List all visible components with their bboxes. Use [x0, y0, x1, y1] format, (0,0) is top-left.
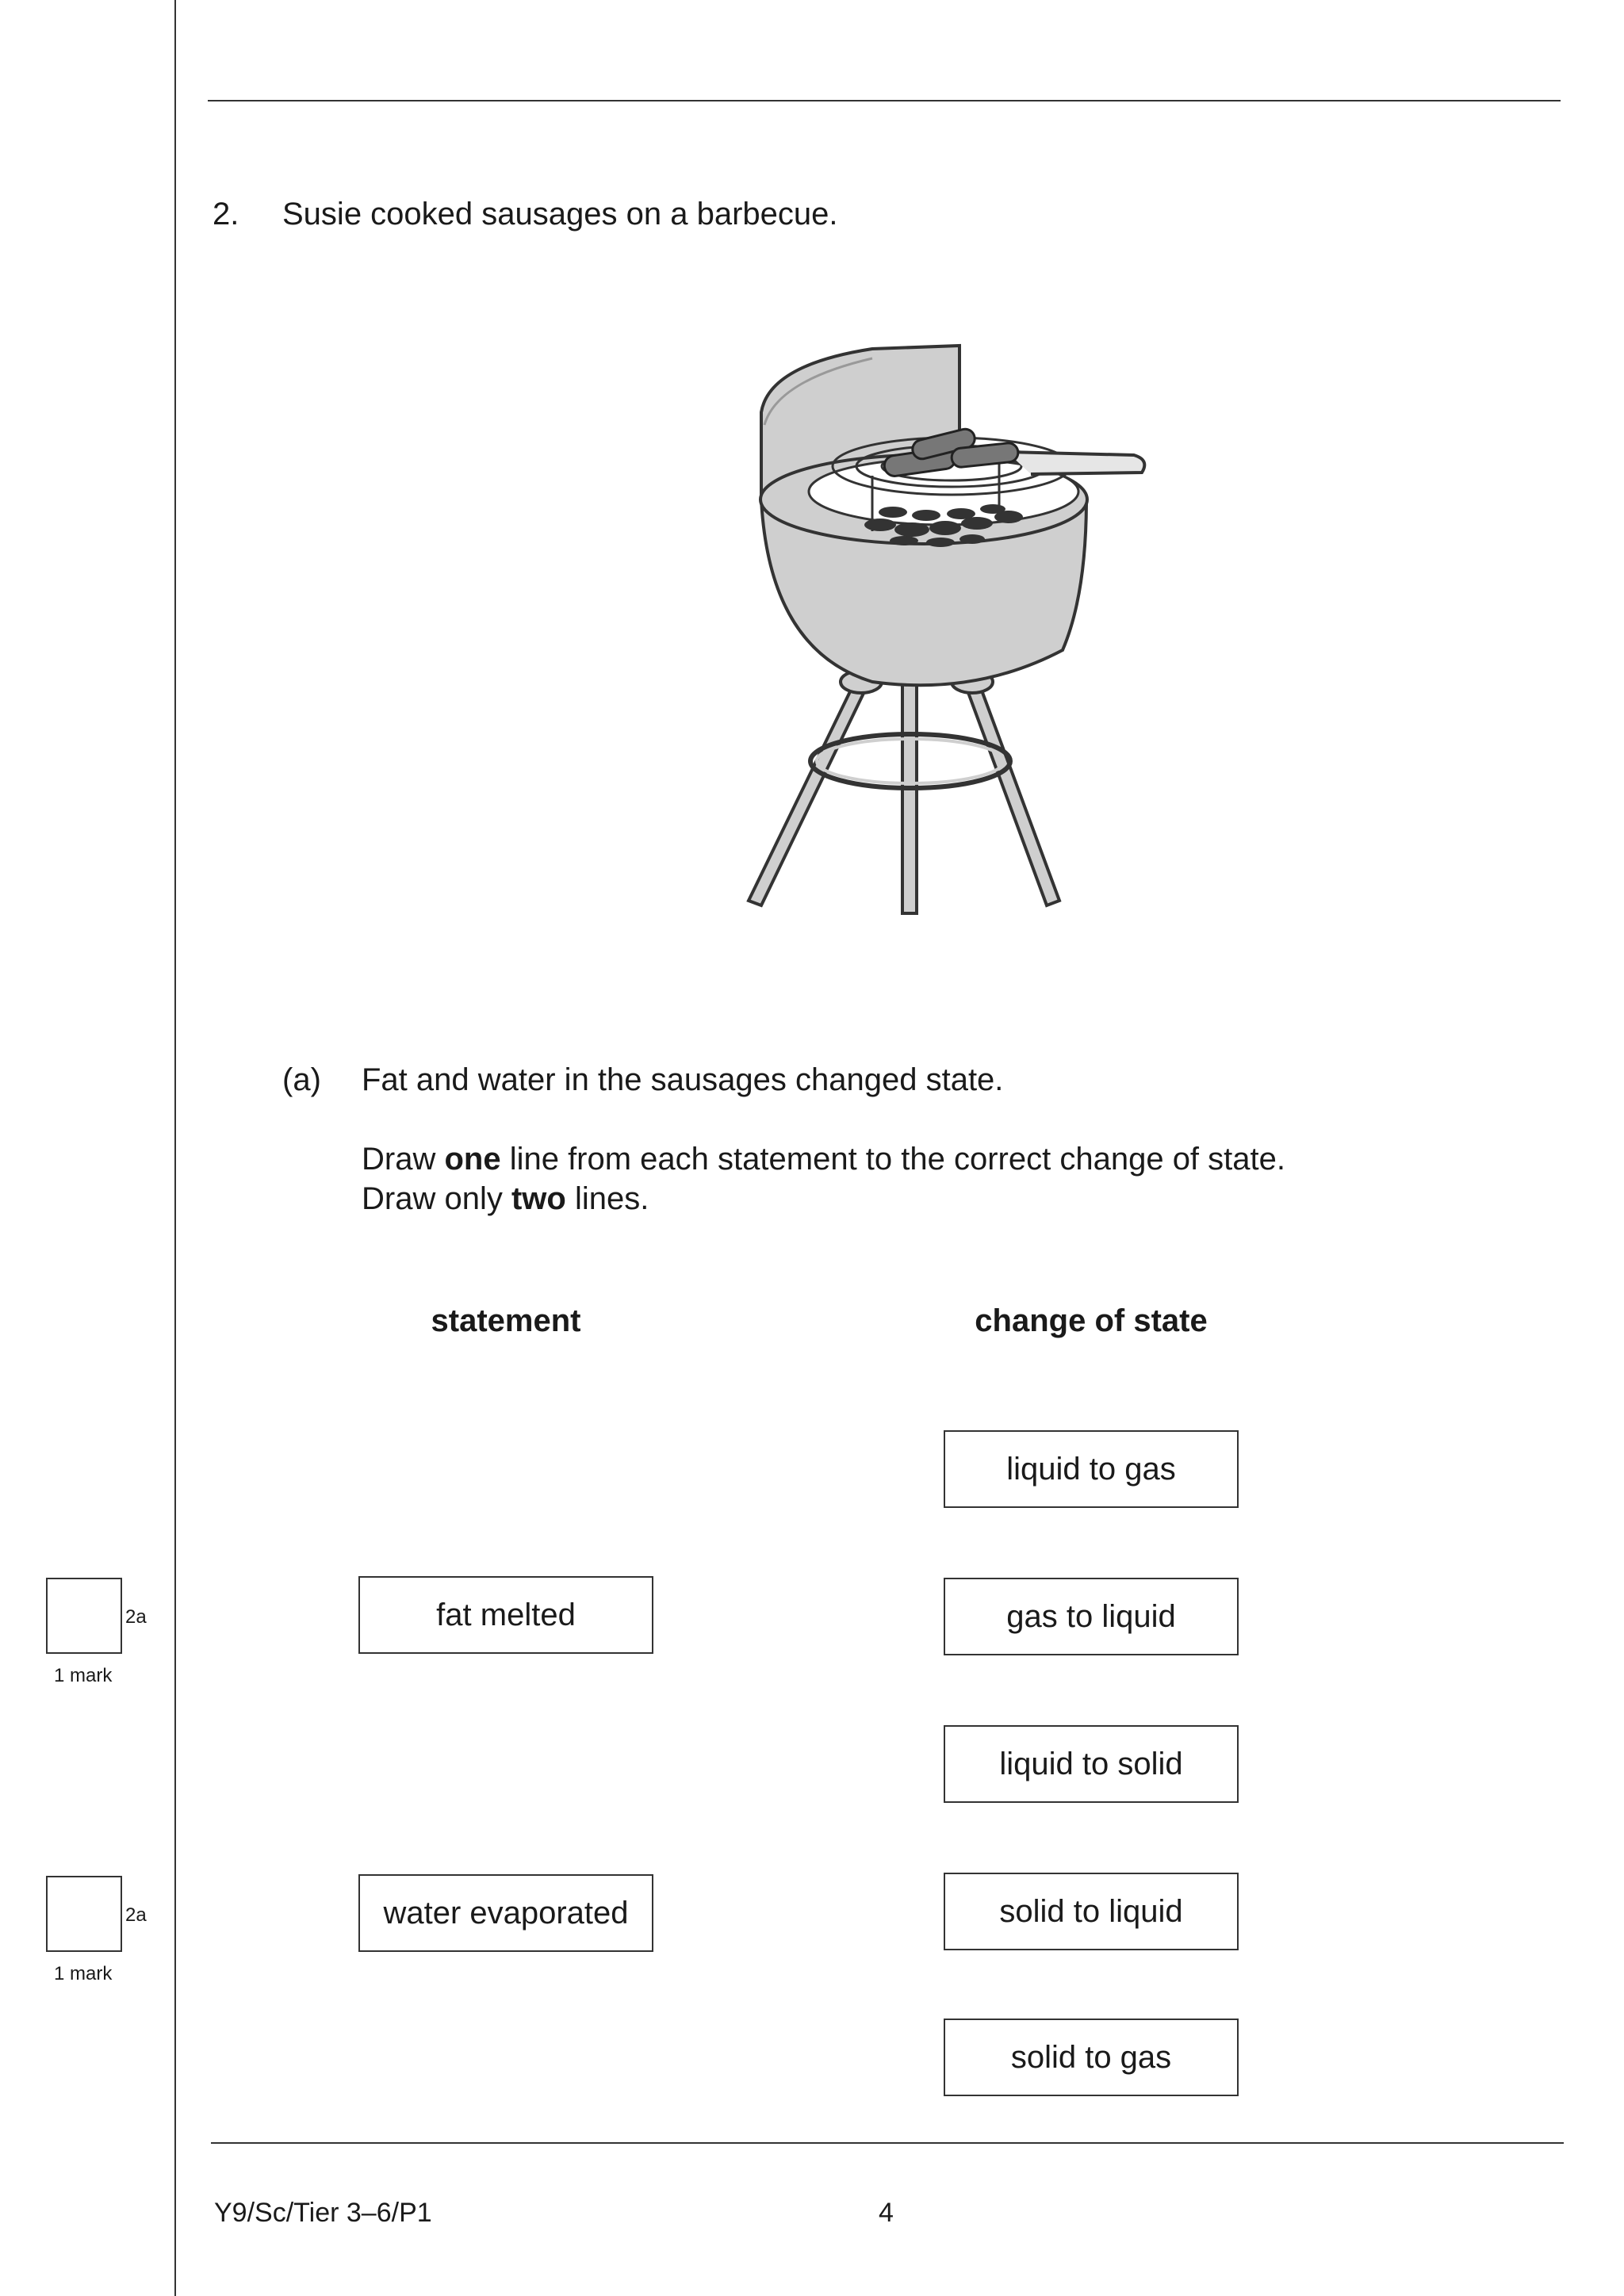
emphasis-two: two	[511, 1181, 566, 1216]
mark-code-2: 2a	[125, 1904, 147, 1926]
header-rule	[208, 100, 1561, 101]
part-a-text: Fat and water in the sausages changed state.	[362, 1062, 1004, 1097]
statement-box-water-evaporated[interactable]: water evaporated	[358, 1874, 653, 1952]
change-box-gas-to-liquid[interactable]: gas to liquid	[944, 1578, 1239, 1655]
mark-code-1: 2a	[125, 1606, 147, 1628]
change-box-solid-to-gas[interactable]: solid to gas	[944, 2019, 1239, 2096]
footer-paper-code: Y9/Sc/Tier 3–6/P1	[214, 2198, 432, 2228]
part-a-label: (a)	[282, 1062, 321, 1097]
page-number: 4	[879, 2198, 894, 2228]
change-box-solid-to-liquid[interactable]: solid to liquid	[944, 1873, 1239, 1950]
question-text: Susie cooked sausages on a barbecue.	[282, 197, 838, 232]
footer-rule	[211, 2142, 1564, 2144]
change-box-liquid-to-gas[interactable]: liquid to gas	[944, 1430, 1239, 1508]
statement-header: statement	[431, 1303, 581, 1338]
change-box-liquid-to-solid[interactable]: liquid to solid	[944, 1725, 1239, 1803]
instruction-line-1: Draw one line from each statement to the correct change of state.	[362, 1142, 1285, 1177]
question-number: 2.	[213, 197, 239, 232]
margin-rule	[174, 0, 176, 2296]
mark-box-2[interactable]	[46, 1876, 122, 1952]
grill-handle	[1007, 452, 1144, 474]
statement-box-fat-melted[interactable]: fat melted	[358, 1576, 653, 1654]
mark-label-2: 1 mark	[54, 1963, 113, 1984]
mark-label-1: 1 mark	[54, 1665, 113, 1686]
instruction-line-2: Draw only two lines.	[362, 1181, 649, 1216]
change-of-state-header: change of state	[975, 1303, 1208, 1338]
emphasis-one: one	[444, 1142, 501, 1177]
barbecue-illustration	[714, 333, 1205, 936]
mark-box-1[interactable]	[46, 1578, 122, 1654]
